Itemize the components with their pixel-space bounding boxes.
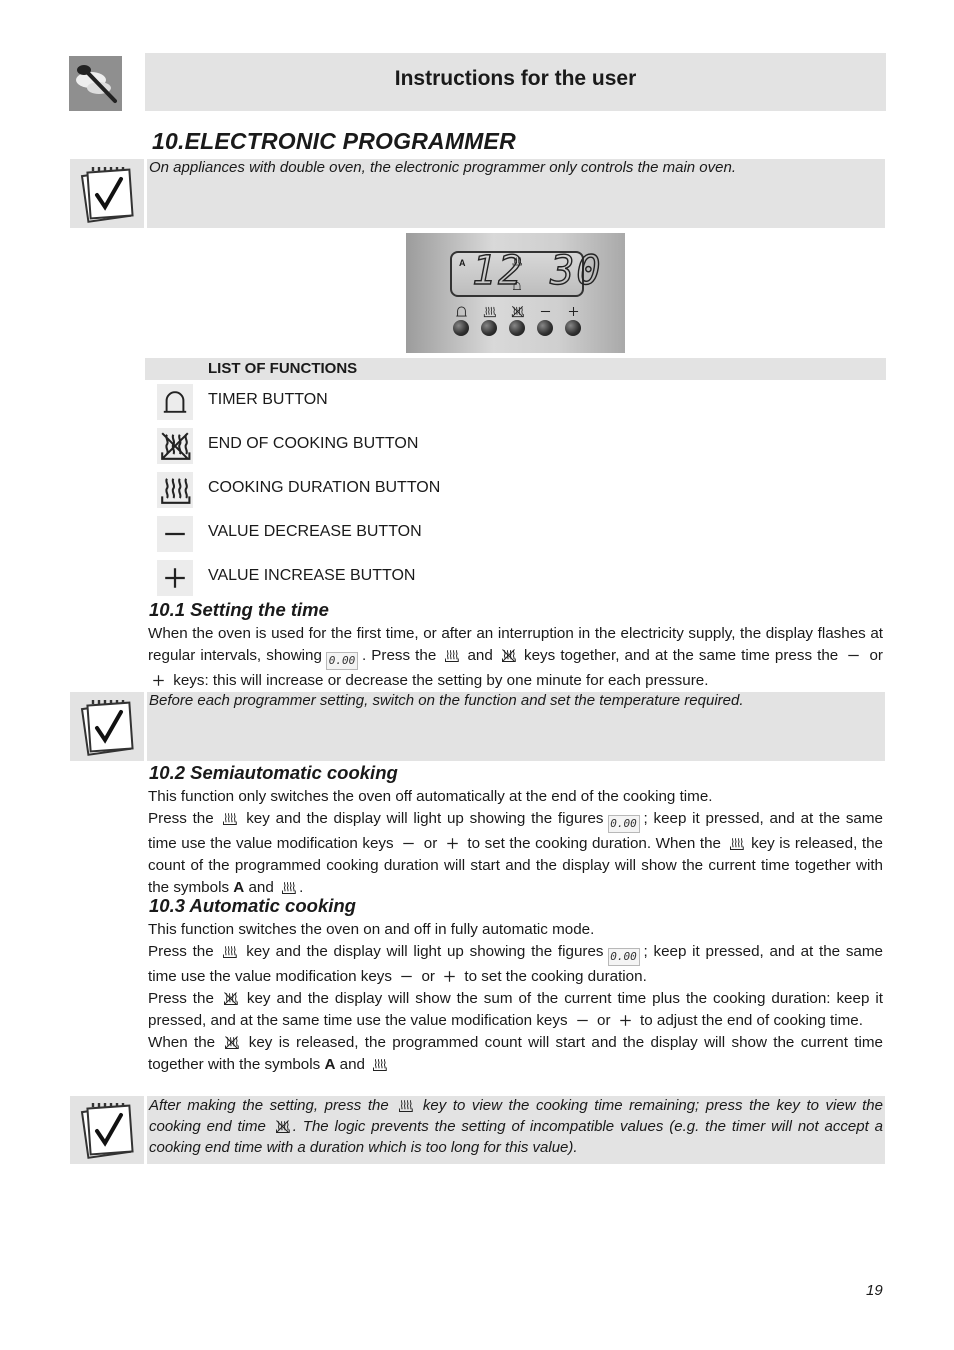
cooking-duration-icon bbox=[280, 880, 297, 895]
end-cooking-icon bbox=[500, 648, 517, 663]
display-auto-indicator: A bbox=[459, 258, 466, 268]
cooking-duration-icon bbox=[443, 648, 460, 663]
plus-icon bbox=[150, 673, 167, 688]
panel-plus-icon bbox=[567, 305, 583, 318]
plus-icon bbox=[156, 559, 194, 597]
paragraph: When the oven is used for the first time, or after an interruption in the electricity supply, the display flashes at regular intervals, showing 0.00 . Press the and keys together, and at the same time press the or keys: this will increase or decrease the setting by one minute for each pressure. bbox=[148, 625, 883, 689]
increase-knob[interactable] bbox=[565, 320, 581, 336]
panel-bell-icon bbox=[455, 305, 471, 318]
function-label: VALUE DECREASE BUTTON bbox=[208, 523, 422, 540]
cooking-duration-icon bbox=[728, 836, 745, 851]
end-cooking-icon bbox=[156, 427, 194, 465]
display-time: 12 30 bbox=[472, 248, 603, 294]
section-title: 10.ELECTRONIC PROGRAMMER bbox=[152, 128, 516, 154]
notepad-check-icon bbox=[70, 692, 144, 761]
page-header-title: Instructions for the user bbox=[394, 67, 637, 90]
cooking-duration-icon bbox=[371, 1057, 388, 1072]
function-label: VALUE INCREASE BUTTON bbox=[208, 567, 416, 584]
cooking-duration-icon bbox=[221, 811, 238, 826]
panel-duration-icon bbox=[483, 305, 499, 318]
minus-icon bbox=[156, 515, 194, 553]
timer-knob[interactable] bbox=[453, 320, 469, 336]
subsection-title: 10.3 Automatic cooking bbox=[149, 895, 356, 916]
display-figures: 0.00 bbox=[608, 815, 640, 833]
note-text: Before each programmer setting, switch on the function and set the temperature required. bbox=[149, 692, 744, 709]
end-cooking-icon bbox=[222, 991, 239, 1006]
end-cooking-icon bbox=[223, 1035, 240, 1050]
display-figures: 0.00 bbox=[608, 948, 640, 966]
minus-icon bbox=[574, 1013, 591, 1028]
end-cooking-knob[interactable] bbox=[509, 320, 525, 336]
minus-icon bbox=[845, 648, 862, 663]
display-duration-icon bbox=[512, 256, 522, 266]
cooking-duration-icon bbox=[221, 944, 238, 959]
cooking-duration-icon bbox=[397, 1098, 414, 1113]
paragraph: This function only switches the oven off automatically at the end of the cooking time. Press the key and the display will light up showing the figures 0.00 ; keep it pressed, and at the same time use the value modification keys or to set the cooking duration. When the key is released, the count of the programmed cooking duration will start and the display will show the current time together with the symbols A and . bbox=[148, 788, 883, 896]
notepad-check-icon bbox=[70, 1096, 144, 1164]
subsection-title: 10.1 Setting the time bbox=[149, 599, 329, 620]
function-label: COOKING DURATION BUTTON bbox=[208, 479, 441, 496]
function-label: TIMER BUTTON bbox=[208, 391, 328, 408]
chef-spoon-icon bbox=[69, 56, 122, 111]
duration-knob[interactable] bbox=[481, 320, 497, 336]
paragraph: This function switches the oven on and off in fully automatic mode. Press the key and the display will light up showing the figures 0.00 ; keep it pressed, and at the same time use the value modification keys or to set the cooking duration. Press the key and the display will show the sum of the current time plus the cooking duration: keep it pressed, and at the same time use the value modification keys or to adjust the end of cooking time. When the key is released, the programmed count will start and the display will show the current time together with the symbols A and bbox=[148, 921, 883, 1073]
minus-icon bbox=[400, 836, 417, 851]
notepad-check-icon bbox=[70, 159, 144, 228]
cooking-duration-icon bbox=[156, 471, 194, 509]
panel-minus-icon bbox=[539, 305, 555, 318]
minus-icon bbox=[398, 969, 415, 984]
plus-icon bbox=[444, 836, 461, 851]
decrease-knob[interactable] bbox=[537, 320, 553, 336]
note-text: After making the setting, press the key to view the cooking time remaining; press the key to view the cooking end time . The logic prevents the setting of incompatible values (e.g. the timer will not accept a cooking end time with a duration which is too long for this value). bbox=[149, 1097, 883, 1156]
page-number: 19 bbox=[866, 1282, 883, 1299]
display-figures: 0.00 bbox=[326, 652, 358, 670]
panel-end-cooking-icon bbox=[511, 305, 527, 318]
subsection-title: 10.2 Semiautomatic cooking bbox=[149, 762, 398, 783]
list-of-functions-header: LIST OF FUNCTIONS bbox=[208, 360, 358, 377]
end-cooking-icon bbox=[274, 1119, 291, 1134]
bell-icon bbox=[156, 383, 194, 421]
plus-icon bbox=[617, 1013, 634, 1028]
note-text: On appliances with double oven, the electronic programmer only controls the main oven. bbox=[149, 159, 736, 176]
plus-icon bbox=[441, 969, 458, 984]
function-label: END OF COOKING BUTTON bbox=[208, 435, 419, 452]
display-bell-icon bbox=[512, 281, 522, 291]
